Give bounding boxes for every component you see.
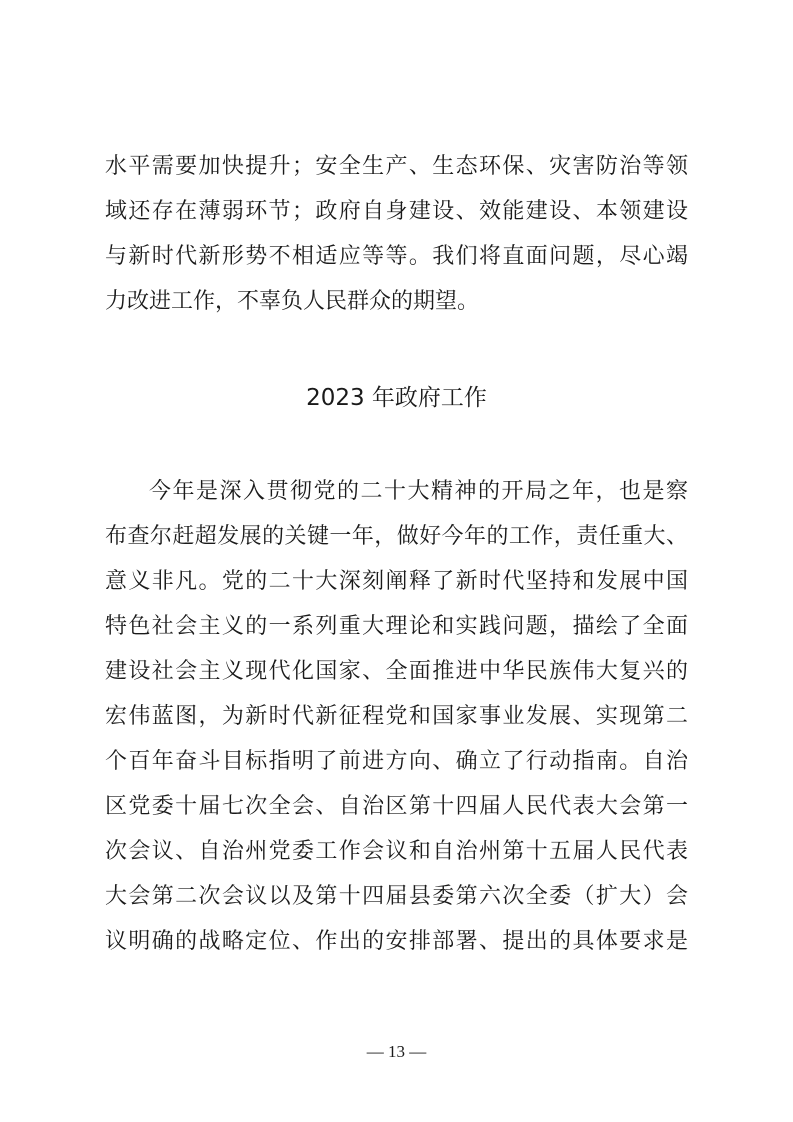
paragraph-2-line-3: 意义非凡。党的二十大深刻阐释了新时代坚持和发展中国 — [105, 569, 688, 594]
page-number: — 13 — — [366, 1042, 427, 1061]
paragraph-1-line-1: 水平需要加快提升；安全生产、生态环保、灾害防治等领 — [105, 154, 688, 179]
paragraph-2-line-10: 大会第二次会议以及第十四届县委第六次全委（扩大）会 — [105, 884, 688, 909]
paragraph-1-line-2: 域还存在薄弱环节；政府自身建设、效能建设、本领建设 — [105, 199, 688, 224]
paragraph-1-line-4: 力改进工作，不辜负人民群众的期望。 — [105, 289, 480, 314]
section-heading: 2023 年政府工作 — [306, 385, 487, 411]
paragraph-2-line-2: 布查尔赶超发展的关键一年，做好今年的工作，责任重大、 — [105, 524, 688, 549]
paragraph-2-line-9: 次会议、自治州党委工作会议和自治州第十五届人民代表 — [105, 839, 688, 864]
paragraph-2-line-1: 今年是深入贯彻党的二十大精神的开局之年，也是察 — [149, 479, 688, 504]
paragraph-2-line-4: 特色社会主义的一系列重大理论和实践问题，描绘了全面 — [105, 614, 688, 639]
paragraph-2-line-5: 建设社会主义现代化国家、全面推进中华民族伟大复兴的 — [105, 659, 688, 684]
paragraph-1-line-3: 与新时代新形势不相适应等等。我们将直面问题，尽心竭 — [105, 244, 688, 269]
paragraph-2-line-11: 议明确的战略定位、作出的安排部署、提出的具体要求是 — [105, 929, 688, 954]
paragraph-2-line-7: 个百年奋斗目标指明了前进方向、确立了行动指南。自治 — [105, 749, 688, 774]
paragraph-2-line-8: 区党委十届七次全会、自治区第十四届人民代表大会第一 — [105, 794, 688, 819]
paragraph-2-line-6: 宏伟蓝图，为新时代新征程党和国家事业发展、实现第二 — [105, 704, 688, 729]
